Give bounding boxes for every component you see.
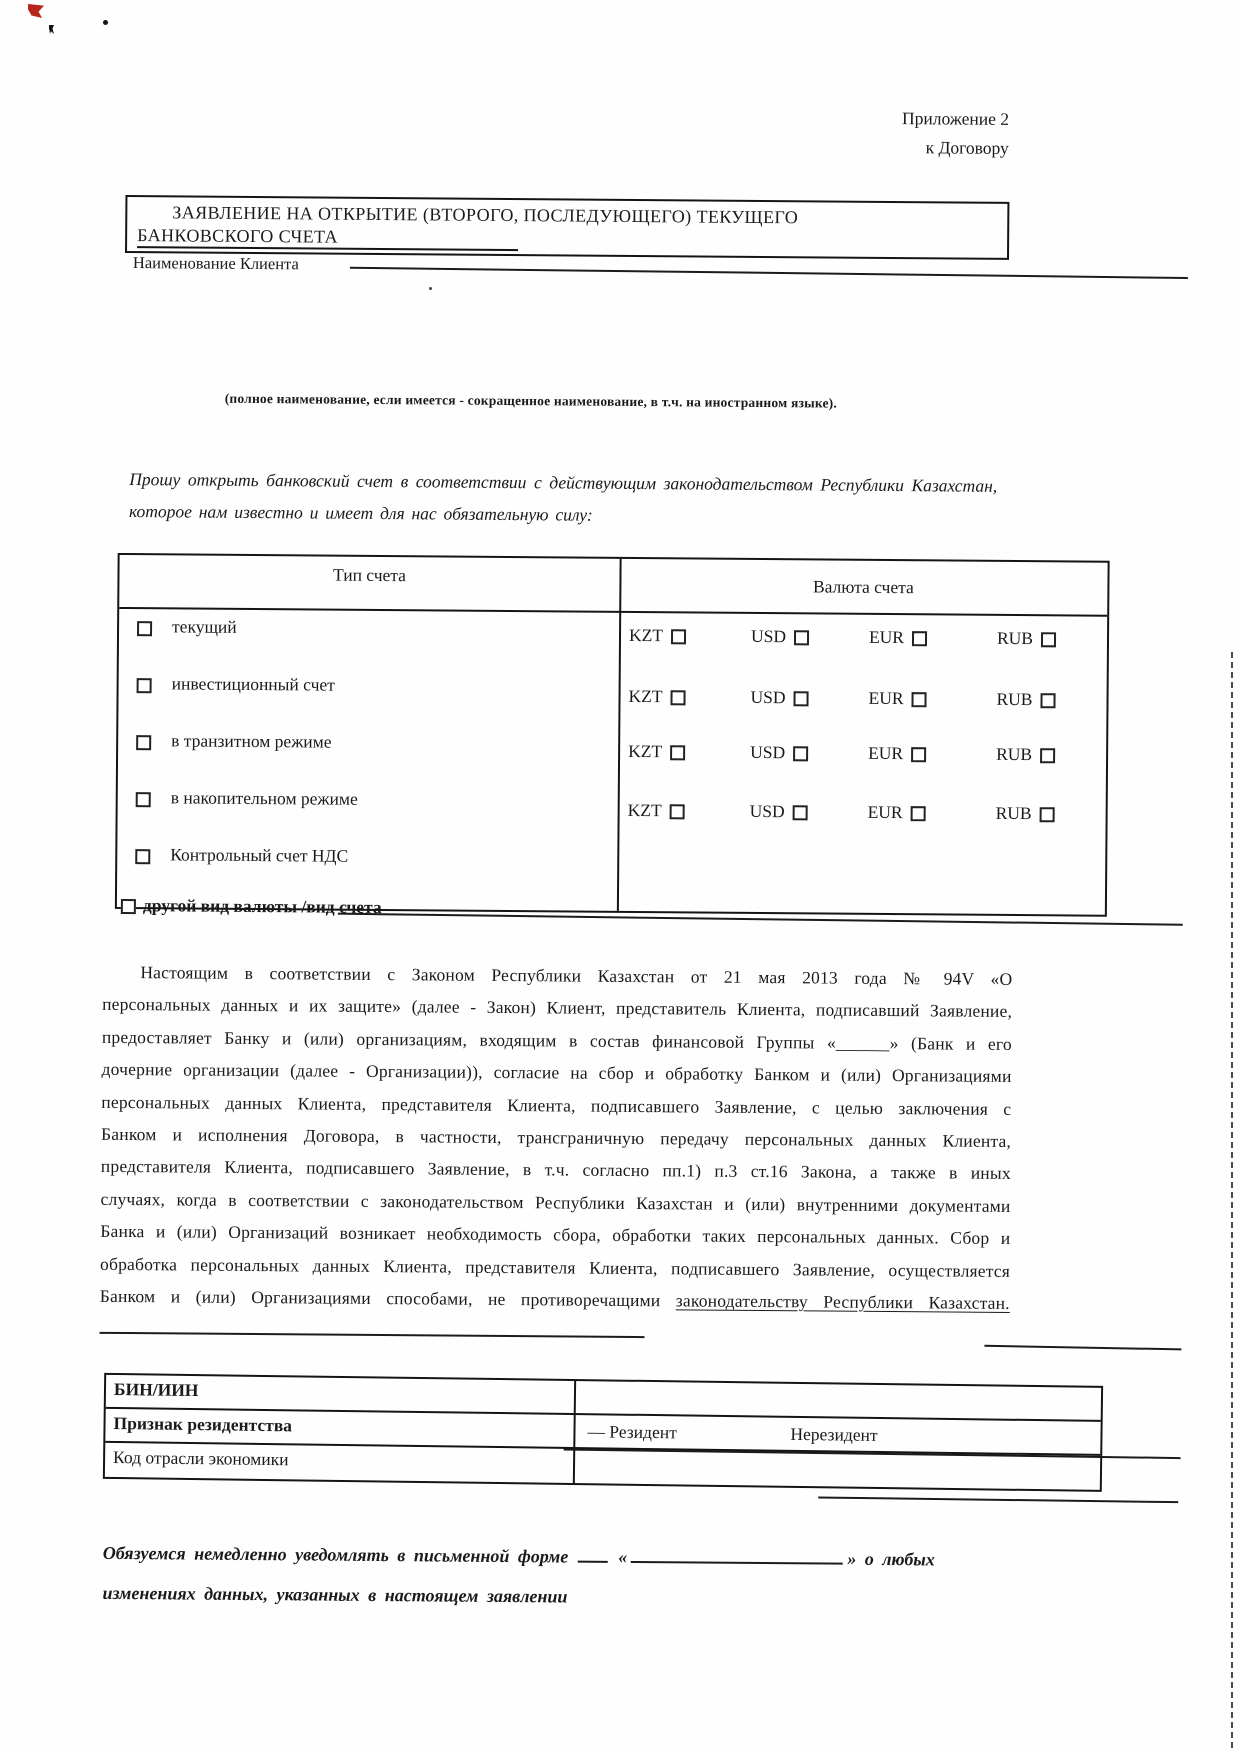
checkbox-row1-rub[interactable] (1040, 694, 1055, 709)
currency-label-rub: RUB (996, 688, 1033, 710)
client-details-table (103, 1373, 1103, 1492)
currency-cell (618, 670, 1106, 731)
consent-paragraph (99, 956, 1012, 1352)
residency-value-field (575, 1415, 1100, 1454)
checkbox-account-type-investment[interactable] (137, 678, 152, 693)
checkbox-account-type-savings[interactable] (136, 792, 151, 807)
currency-cell (617, 784, 1105, 845)
currency-label-kzt: KZT (628, 740, 663, 762)
nonresident-option[interactable]: Нерезидент (790, 1423, 878, 1445)
account-type-label: инвестиционный счет (171, 673, 335, 695)
checkbox-row3-usd[interactable] (793, 806, 808, 821)
table-row (119, 609, 1107, 674)
table-row (118, 723, 1106, 788)
currency-label-usd: USD (750, 741, 786, 763)
account-type-table (115, 553, 1110, 917)
consent-underlined-text: законодательству Республики Казахстан. (675, 1290, 1010, 1314)
appendix-number: Приложение 2 (901, 108, 1010, 129)
checkbox-row0-kzt[interactable] (671, 630, 686, 645)
currency-label-rub: RUB (996, 743, 1033, 765)
currency-cell (619, 613, 1107, 674)
checkbox-row0-eur[interactable] (912, 632, 927, 647)
currency-label-usd: USD (749, 800, 785, 822)
appendix-to-agreement: к Договору (925, 137, 1009, 158)
residency-label: Признак резидентства (105, 1409, 575, 1447)
request-paragraph: Прошу открыть банковский счет в соответствии с действующим законодательством Республики Казахстан, которое нам известно и имеет для нас обязательную силу: (128, 469, 998, 525)
quote-close: » (847, 1548, 857, 1569)
checkbox-row0-rub[interactable] (1041, 633, 1056, 648)
account-type-label: в транзитном режиме (171, 730, 332, 752)
checkbox-row1-usd[interactable] (793, 692, 808, 707)
checkbox-account-type-transit[interactable] (136, 735, 151, 750)
client-name-label: Наименование Клиента (132, 253, 299, 274)
obligation-blank-name[interactable] (631, 1543, 843, 1565)
currency-label-eur: EUR (868, 742, 904, 764)
economy-sector-code-label: Код отрасли экономики (105, 1443, 575, 1483)
stray-underline (984, 1345, 1181, 1351)
currency-label-usd: USD (750, 625, 787, 647)
table-row (117, 780, 1105, 845)
form-title-box (125, 195, 1009, 260)
checkbox-row3-rub[interactable] (1040, 808, 1055, 823)
bin-iin-value-field[interactable] (576, 1381, 1101, 1420)
checkbox-row3-eur[interactable] (911, 807, 926, 822)
checkbox-row2-usd[interactable] (793, 747, 808, 762)
currency-label-kzt: KZT (627, 799, 662, 821)
account-type-label: текущий (172, 616, 237, 637)
stray-underline (818, 1496, 1178, 1503)
currency-label-rub: RUB (996, 627, 1034, 649)
currency-label-rub: RUB (995, 802, 1032, 824)
checkbox-account-type-vat-control[interactable] (135, 849, 150, 864)
currency-label-usd: USD (750, 686, 786, 708)
checkbox-row0-usd[interactable] (794, 631, 809, 646)
client-name-blank-line[interactable] (350, 267, 1188, 279)
account-type-label: Контрольный счет НДС (170, 844, 349, 866)
account-type-label: в накопительном режиме (170, 787, 358, 809)
appendix-header (819, 103, 1009, 162)
consent-text: Настоящим в соответствии с Законом Республики Казахстан от 21 мая 2013 года № 94V «О персональных данных и их защите» (далее - Закон) Клиент, представитель Клиента, подписавший Заявление, предоставляет Банку и (или) организациям, входящим в состав финансовой Группы «______» (Банк и его дочерние организации (далее - Организации)), согласие на сбор и обработку Банком и (или) Организациями персональных данных Клиента, представителя Клиента, подписавшего Заявление, с целью заключения с Банком и исполнения Договора, в частности, трансграничную передачу персональных данных Клиента, представителя Клиента, подписавшего Заявление, в т.ч. согласно пп.1) п.3 ст.16 Закона, а также в иных случаях, когда в соответствии с законодательством Республики Казахстан и (или) внутренними документами Банка и (или) Организаций возникает необходимость сбора, обработки таких персональных данных. Сбор и обработка персональных данных Клиента, представителя Клиента, подписавшего Заявление, осуществляется Банком и (или) Организациями способами, не противоречащими (99, 962, 1013, 1311)
quote-open: « (618, 1546, 628, 1567)
currency-label-kzt: KZT (628, 685, 663, 707)
resident-option[interactable]: — Резидент (587, 1421, 677, 1443)
bin-iin-label: БИН/ИИН (106, 1375, 576, 1413)
obligation-text-1: Обязуемся немедленно уведомлять в письменной форме (102, 1542, 569, 1567)
obligation-blank-short[interactable] (578, 1543, 608, 1563)
form-title-line2: БАНКОВСКОГО СЧЕТА (137, 225, 518, 251)
checkbox-row3-kzt[interactable] (670, 805, 685, 820)
obligation-text-line2: изменениях данных, указанных в настоящем заявлении (102, 1582, 568, 1607)
table-row (118, 666, 1106, 731)
currency-label-eur: EUR (868, 687, 904, 709)
consent-blank-line[interactable] (100, 1315, 645, 1339)
currency-cell (618, 727, 1106, 788)
currency-label-eur: EUR (868, 626, 905, 648)
checkbox-row2-eur[interactable] (911, 748, 926, 763)
checkbox-row1-kzt[interactable] (671, 691, 686, 706)
checkbox-row2-kzt[interactable] (670, 746, 685, 761)
obligation-paragraph (102, 1533, 1008, 1620)
currency-label-kzt: KZT (628, 624, 664, 646)
checkbox-row2-rub[interactable] (1040, 749, 1055, 764)
account-table-header-row (119, 555, 1107, 617)
checkbox-other-currency[interactable] (121, 899, 136, 914)
checkbox-account-type-current[interactable] (137, 621, 152, 636)
other-currency-label: другой вид валюты /вид счета (142, 895, 382, 918)
obligation-text-2: о любых (864, 1548, 935, 1570)
checkbox-row1-eur[interactable] (911, 693, 926, 708)
currency-label-eur: EUR (867, 801, 903, 823)
client-name-note: (полное наименование, если имеется - сокращенное наименование, в т.ч. на иностранном языке). (224, 390, 838, 411)
account-type-header: Тип счета (332, 564, 407, 586)
form-title-line1: ЗАЯВЛЕНИЕ НА ОТКРЫТИЕ (ВТОРОГО, ПОСЛЕДУЮЩЕГО) ТЕКУЩЕГО (172, 202, 799, 228)
currency-header: Валюта счета (812, 576, 914, 598)
